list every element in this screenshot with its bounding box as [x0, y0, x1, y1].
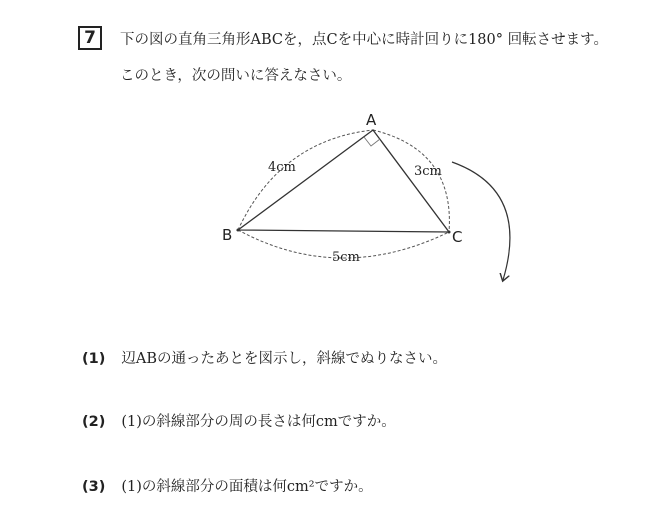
intro-line-1: 下の図の直角三角形ABCを，点Cを中心に時計回りに180° 回転させます。 [120, 32, 608, 48]
vertex-b-label: B [222, 226, 233, 244]
question-3: (3) (1)の斜線部分の面積は何cm²ですか。 [82, 479, 373, 495]
vertex-c-label: C [452, 228, 463, 246]
right-angle-mark [364, 137, 380, 146]
side-bc-length: 5cm [332, 250, 360, 265]
vertex-a-label: A [366, 111, 377, 129]
intro-line-2: このとき，次の問いに答えなさい。 [120, 68, 352, 84]
problem-number: 7 [78, 26, 102, 50]
question-2: (2) (1)の斜線部分の周の長さは何cmですか。 [82, 414, 396, 430]
triangle-abc [238, 130, 449, 232]
side-ac-length: 3cm [414, 164, 442, 179]
question-1: (1) 辺ABの通ったあとを図示し，斜線でぬりなさい。 [82, 351, 447, 367]
side-ab-length: 4cm [268, 160, 296, 175]
rotation-arrow [452, 162, 510, 280]
